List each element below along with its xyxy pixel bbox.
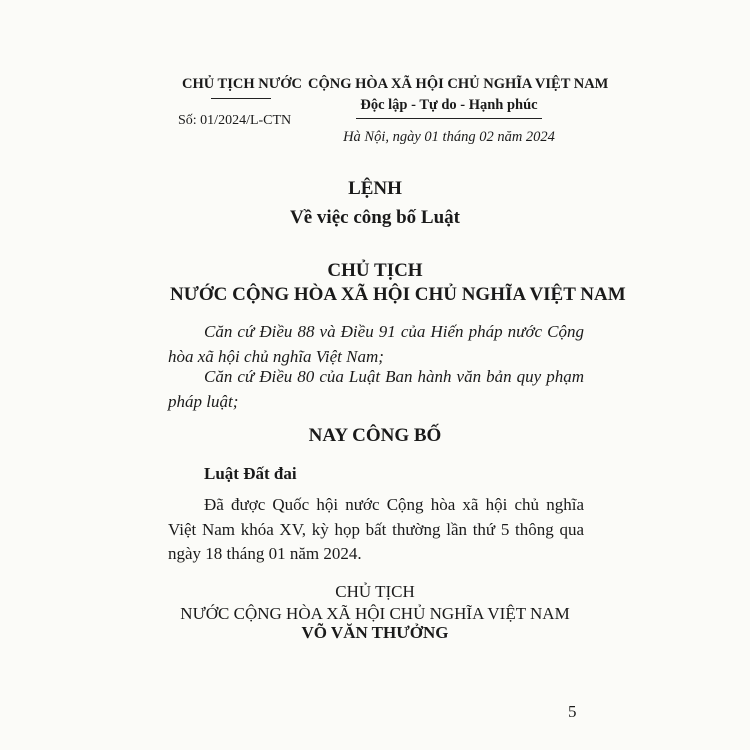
signature-title: CHỦ TỊCH bbox=[335, 582, 415, 601]
signer-name: VÕ VĂN THƯỞNG bbox=[301, 623, 449, 642]
document-number: Số: 01/2024/L-CTN bbox=[178, 113, 292, 128]
motto-underline bbox=[356, 118, 542, 119]
document-title: LỆNH bbox=[348, 178, 402, 199]
passed-text: Đã được Quốc hội nước Cộng hòa xã hội chủ nghĩa Việt Nam khóa XV, kỳ họp bất thường lần thứ 5 thông qua ngày 18 tháng 01 năm 2024. bbox=[168, 495, 584, 563]
nation-name: CỘNG HÒA XÃ HỘI CHỦ NGHĨA VIỆT NAM bbox=[308, 76, 609, 92]
president-title: CHỦ TỊCH bbox=[327, 260, 423, 281]
national-motto: Độc lập - Tự do - Hạnh phúc bbox=[360, 97, 538, 113]
law-name: Luật Đất đai bbox=[204, 464, 297, 483]
place-date: Hà Nội, ngày 01 tháng 02 năm 2024 bbox=[343, 129, 555, 145]
legal-basis-1: Căn cứ Điều 88 và Điều 91 của Hiến pháp nước Cộng hòa xã hội chủ nghĩa Việt Nam; bbox=[168, 322, 584, 366]
signature-organization: NƯỚC CỘNG HÒA XÃ HỘI CHỦ NGHĨA VIỆT NAM bbox=[180, 604, 570, 623]
president-organization: NƯỚC CỘNG HÒA XÃ HỘI CHỦ NGHĨA VIỆT NAM bbox=[170, 284, 626, 305]
promulgation-heading: NAY CÔNG BỐ bbox=[308, 425, 442, 446]
issuer-name: CHỦ TỊCH NƯỚC bbox=[181, 76, 303, 92]
issuer-underline bbox=[211, 98, 271, 99]
legal-basis-2: Căn cứ Điều 80 của Luật Ban hành văn bản quy phạm pháp luật; bbox=[168, 367, 584, 411]
document-subtitle: Về việc công bố Luật bbox=[290, 207, 460, 228]
page-number: 5 bbox=[568, 702, 577, 721]
